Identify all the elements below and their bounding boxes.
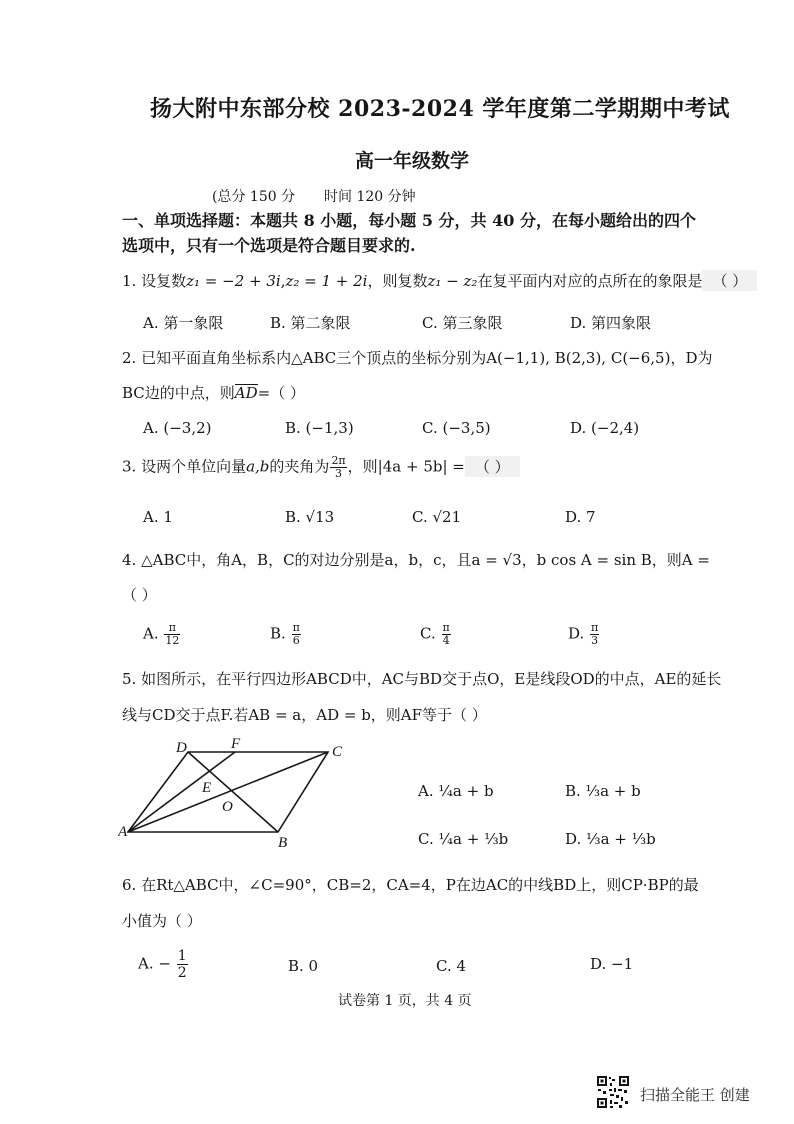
- label-a: A: [118, 824, 128, 840]
- q4-c-num: π: [442, 621, 450, 634]
- q1-option-c: C. 第三象限: [422, 314, 503, 332]
- q1-number: 1.: [122, 272, 137, 290]
- q3-option-c: C. √21: [412, 508, 462, 526]
- question-4-line2: （ ）: [122, 586, 157, 604]
- q4-d-label: D.: [568, 624, 585, 643]
- total-score: (总分 150 分: [212, 189, 296, 205]
- q6-option-d: D. −1: [590, 955, 634, 973]
- exam-subtitle: 高一年级数学: [355, 150, 470, 172]
- label-o: O: [222, 799, 233, 815]
- q5-option-c: C. ¼a + ⅓b: [418, 830, 509, 848]
- q3-option-d: D. 7: [565, 508, 596, 526]
- q1-expr: z₁ − z₂: [427, 272, 478, 290]
- q3-expr: ，则|4a + 5b| =: [347, 457, 465, 476]
- q4-d-fraction: [590, 622, 599, 647]
- q6-a-label: A. −: [138, 954, 171, 973]
- q4-b-den: 6: [292, 634, 300, 647]
- q5-option-b: B. ⅓a + b: [565, 782, 641, 800]
- q2-option-c: C. (−3,5): [422, 419, 491, 437]
- q4-b-label: B.: [270, 624, 286, 643]
- question-4-line1: 4. △ABC中，角A，B，C的对边分别是a，b，c，且a = √3，b cos A = sin B，则A =: [122, 551, 710, 569]
- q1-z1: z₁ = −2 + 3i: [186, 272, 281, 290]
- q4-d-den: 3: [591, 634, 599, 647]
- question-3-text: [122, 455, 520, 480]
- qr-code-icon: [596, 1075, 630, 1109]
- q1-mid: ，则复数: [367, 272, 428, 290]
- q4-d-num: π: [591, 621, 599, 634]
- label-b: B: [278, 835, 288, 850]
- q4-a-num: π: [164, 622, 180, 635]
- q1-pre: 设复数: [141, 272, 187, 290]
- q5-option-a: A. ¼a + b: [418, 782, 494, 800]
- q4-a-den: 12: [165, 634, 180, 647]
- exam-title: 扬大附中东部分校 2023-2024 学年度第二学期期中考试: [150, 96, 730, 122]
- q4-option-c: [420, 622, 452, 647]
- q3-frac-num: 2π: [331, 454, 346, 467]
- line-af: [128, 752, 235, 832]
- q4-option-b: [270, 622, 302, 647]
- time-limit: 时间 120 分钟: [324, 189, 416, 205]
- q3-vectors: a,b: [246, 457, 270, 476]
- question-6-line2: 小值为（ ）: [122, 912, 202, 930]
- q3-answer-blank: （ ）: [465, 456, 520, 477]
- q4-a-fraction: [164, 622, 180, 647]
- q3-option-a: A. 1: [143, 508, 173, 526]
- q1-option-b: B. 第二象限: [270, 314, 351, 332]
- q4-b-num: π: [292, 621, 300, 634]
- label-f: F: [231, 736, 241, 752]
- q4-c-label: C.: [420, 624, 436, 643]
- q4-option-a: [143, 622, 181, 647]
- q2-option-b: B. (−1,3): [285, 419, 354, 437]
- q6-a-fraction: [177, 948, 188, 981]
- q3-option-b: B. √13: [285, 508, 335, 526]
- section-heading-line2: 选项中，只有一个选项是符合题目要求的.: [122, 236, 416, 255]
- question-2-line2: [122, 382, 305, 403]
- q1-answer-blank: （ ）: [702, 270, 757, 291]
- question-6-line1: 6. 在Rt△ABC中，∠C=90°，CB=2，CA=4，P在边AC的中线BD上，则CP·BP的最: [122, 876, 699, 894]
- q4-option-d: [568, 622, 600, 647]
- question-2-line1: 2. 已知平面直角坐标系内△ABC三个顶点的坐标分别为A(−1,1), B(2,3), C(−6,5)，D为: [122, 349, 713, 367]
- question-1-text: 1. 设复数z₁ = −2 + 3i,z₂ = 1 + 2i，则复数z₁ − z₂在复平面内对应的点所在的象限是 （ ）: [122, 270, 757, 291]
- q6-option-b: B. 0: [288, 957, 319, 975]
- q2-line2-post: =（ ）: [257, 384, 305, 402]
- q6-option-c: C. 4: [436, 957, 467, 975]
- figure-lines: [128, 752, 328, 832]
- q6-a-den: 2: [177, 965, 187, 981]
- question-5-line1: 5. 如图所示，在平行四边形ABCD中，AC与BD交于点O，E是线段OD的中点，AE的延长: [122, 670, 722, 688]
- q2-line2-pre: BC边的中点，则: [122, 384, 235, 402]
- page-footer: 试卷第 1 页，共 4 页: [338, 993, 472, 1009]
- q2-option-a: A. (−3,2): [143, 419, 212, 437]
- q3-mid: 的夹角为: [269, 457, 330, 476]
- label-d: D: [176, 740, 187, 756]
- label-e: E: [202, 780, 212, 796]
- q1-z2: z₂ = 1 + 2i: [285, 272, 368, 290]
- q2-vector: AD: [234, 384, 258, 402]
- scanner-brand-text: 扫描全能王 创建: [640, 1086, 750, 1104]
- q4-c-den: 4: [442, 634, 450, 647]
- q4-b-fraction: [292, 622, 301, 647]
- q4-c-fraction: [442, 622, 451, 647]
- q1-option-d: D. 第四象限: [570, 314, 652, 332]
- q1-post: 在复平面内对应的点所在的象限是: [477, 272, 703, 290]
- q2-option-d: D. (−2,4): [570, 419, 640, 437]
- parallelogram-figure: [118, 736, 350, 850]
- section-heading-line1: 一、单项选择题：本题共 8 小题，每小题 5 分，共 40 分，在每小题给出的四个: [122, 211, 696, 230]
- q5-option-d: D. ⅓a + ⅓b: [565, 830, 656, 848]
- q1-option-a: A. 第一象限: [143, 314, 224, 332]
- q3-angle-fraction: [330, 455, 346, 480]
- label-c: C: [332, 744, 343, 760]
- q6-option-a: [138, 948, 189, 981]
- question-5-line2: 线与CD交于点F.若AB = a，AD = b，则AF等于（ ）: [122, 706, 487, 724]
- q3-frac-den: 3: [335, 467, 343, 480]
- q4-a-label: A.: [143, 624, 159, 643]
- q6-a-num: 1: [177, 948, 187, 964]
- q3-pre: 3. 设两个单位向量: [122, 457, 247, 476]
